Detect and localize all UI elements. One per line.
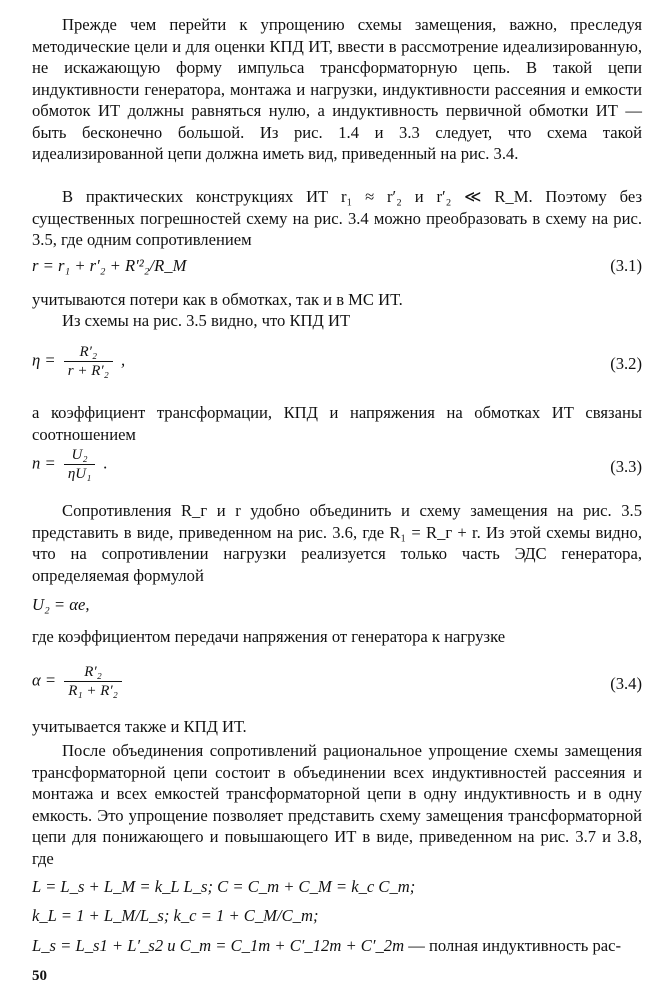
equation-3-3 — [32, 446, 642, 486]
paragraph-combine: Сопротивления R_г и r удобно объединить и схему замещения на рис. 3.5 представить в виде, приведенном на рис. 3.6, где R₁ = R_г + r. Из этой схемы видно, что на сопротивлении нагрузки реализуется только часть ЭДС генератора, определяемая формулой — [32, 501, 642, 585]
paragraph-intro: Прежде чем перейти к упрощению схемы замещения, важно, преследуя методические цели и для оценки КПД ИТ, ввести в рассмотрение идеализированную, не искажающую форму импульса трансформаторную цепь. В такой цепи индуктивности генератора, монтажа и нагрузки, индуктивности рассеяния и емкости обмоток ИТ должны равняться нулю, а индуктивность первичной обмотки ИТ — быть бесконечно большой. Из рис. 1.4 и 3.3 следует, что схема такой идеализированной цепи должна иметь вид, приведенный на рис. 3.4. — [32, 15, 642, 163]
paragraph-transfer: где коэффициентом передачи напряжения от генератора к нагрузке — [32, 627, 506, 646]
paragraph-losses: учитываются потери как в обмотках, так и в МС ИТ. — [32, 290, 403, 309]
equation-ls-ct-text: — полная индуктивность рас- — [408, 936, 622, 955]
equation-3-3-tail: . — [103, 453, 108, 473]
equation-3-2-denominator: r + R′₂ — [64, 361, 113, 380]
equation-3-2-fraction — [64, 343, 113, 380]
equation-3-3-number: (3.3) — [610, 457, 642, 476]
equation-3-3-fraction — [64, 446, 96, 483]
equation-ls-ct — [32, 935, 642, 957]
equation-3-2-numerator: R′₂ — [79, 344, 98, 360]
equation-3-2 — [32, 343, 642, 383]
equation-3-2-number: (3.2) — [610, 354, 642, 373]
equation-3-4-lhs: α = — [32, 670, 57, 690]
equation-3-2-tail: , — [121, 350, 126, 370]
equation-3-2-lhs: η = — [32, 350, 56, 370]
page-number: 50 — [32, 968, 47, 984]
equation-3-4 — [32, 663, 642, 703]
equation-3-4-fraction — [64, 663, 122, 700]
equation-3-1-number: (3.1) — [610, 256, 642, 275]
paragraph-simplification: После объединения сопротивлений рациональное упрощение схемы замещения трансформаторной цепи состоит в объединении всех индуктивностей рассеяния и монтажа и всех емкостей трансформаторной цепи в одну индуктивность и в одну емкость. Это упрощение позволяет представить схему замещения трансформаторной цепи для понижающего и повышающего ИТ в виде, приведенном на рис. 3.7 и 3.8, где — [32, 741, 642, 868]
equation-lc: L = L_s + L_М = k_L L_s; C = C_т + C_М = k_c C_т; — [32, 877, 416, 896]
paragraph-coefficient: а коэффициент трансформации, КПД и напряжения на обмотках ИТ связаны соотношением — [32, 403, 642, 444]
equation-3-1-expr: r = r₁ + r′₂ + R′²₂/R_М — [32, 256, 187, 275]
equation-3-3-numerator: U₂ — [71, 447, 88, 463]
paragraph-efficiency: Из схемы на рис. 3.5 видно, что КПД ИТ — [62, 311, 351, 330]
equation-3-4-number: (3.4) — [610, 674, 642, 693]
paragraph-also: учитывается также и КПД ИТ. — [32, 717, 247, 736]
equation-3-4-numerator: R′₂ — [84, 664, 102, 680]
equation-k: k_L = 1 + L_М/L_s; k_c = 1 + C_М/C_т; — [32, 906, 319, 925]
equation-3-3-lhs: n = — [32, 453, 56, 473]
paragraph-practical: В практических конструкциях ИТ r₁ ≈ r′₂ и r′₂ ≪ R_М. Поэтому без существенных погрешностей схему на рис. 3.4 можно преобразовать в схему на рис. 3.5, где одним сопротивлением — [32, 187, 642, 249]
equation-3-4-denominator: R₁ + R′₂ — [64, 681, 122, 700]
equation-ls-ct-formula: L_s = L_s1 + L′_s2 и C_т = C_1т + C′_12т + C′_2т — [32, 936, 405, 955]
equation-3-3-denominator: ηU₁ — [64, 464, 96, 483]
equation-u2: U₂ = αe, — [32, 595, 90, 614]
